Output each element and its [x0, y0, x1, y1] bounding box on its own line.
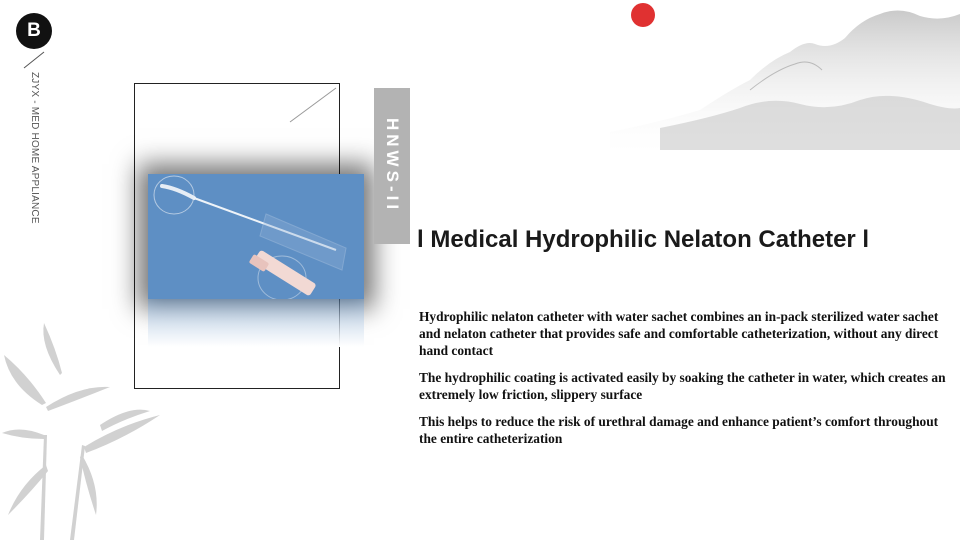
description-paragraph: This helps to reduce the risk of urethral damage and enhance patient’s comfort throughout the entire catheterization — [419, 414, 939, 446]
catheter-product-photo — [148, 174, 364, 299]
catheter-illustration — [148, 174, 364, 299]
description-block — [419, 308, 949, 457]
model-tab — [374, 88, 410, 244]
red-sun-dot — [631, 3, 655, 27]
description-paragraph: The hydrophilic coating is activated easily by soaking the catheter in water, which creates an extremely low friction, slippery surface — [419, 370, 946, 402]
mountain-landscape-decoration — [600, 0, 960, 180]
model-label: HNWS-II — [383, 118, 402, 214]
description-paragraph: Hydrophilic nelaton catheter with water sachet combines an in-pack sterilized water sachet and nelaton catheter that provides safe and comfortable catheterization, without any direct hand contact — [419, 309, 939, 358]
brand-vertical-text: ZJYX - MED HOME APPLIANCE — [29, 72, 40, 224]
page-title: l Medical Hydrophilic Nelaton Catheter l — [417, 226, 870, 253]
photo-reflection — [148, 299, 364, 347]
frame-accent-line — [288, 86, 338, 124]
section-badge: B — [16, 13, 52, 49]
divider-slash — [22, 51, 46, 69]
